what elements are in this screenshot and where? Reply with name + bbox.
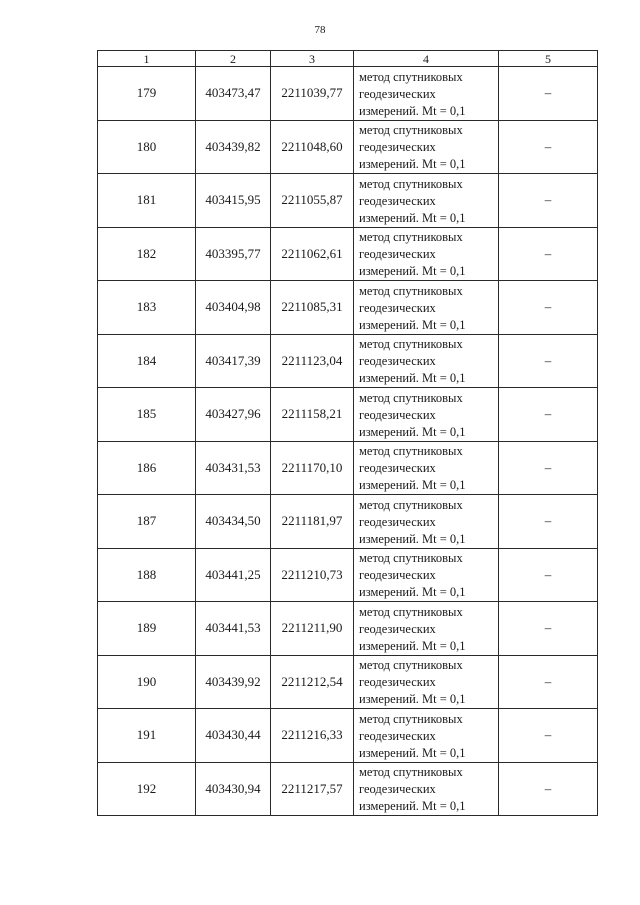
method-line: геодезических bbox=[359, 675, 436, 689]
method-line: геодезических bbox=[359, 86, 436, 101]
method-cell bbox=[354, 174, 499, 228]
method-line: измерений. Mt = 0,1 bbox=[359, 585, 466, 599]
y-coordinate-cell: 2211210,73 bbox=[271, 548, 354, 602]
method-line: геодезических bbox=[359, 354, 436, 368]
column-header-1: 1 bbox=[98, 51, 196, 67]
note-cell: – bbox=[499, 174, 598, 228]
x-coordinate-cell: 403430,94 bbox=[196, 762, 271, 816]
method-line: измерений. Mt = 0,1 bbox=[359, 745, 466, 760]
method-cell bbox=[354, 67, 499, 121]
method-line: метод спутниковых bbox=[359, 69, 463, 84]
method-cell bbox=[354, 655, 499, 709]
method-line: измерений. Mt = 0,1 bbox=[359, 103, 466, 118]
method-line: измерений. Mt = 0,1 bbox=[359, 264, 466, 278]
table-row bbox=[98, 441, 598, 495]
note-cell: – bbox=[499, 441, 598, 495]
point-number-cell: 187 bbox=[98, 495, 196, 549]
y-coordinate-cell: 2211039,77 bbox=[271, 67, 354, 121]
method-line: геодезических bbox=[359, 193, 436, 208]
method-line: метод спутниковых bbox=[359, 551, 463, 565]
method-line: геодезических bbox=[359, 568, 436, 582]
note-cell: – bbox=[499, 227, 598, 281]
method-cell bbox=[354, 602, 499, 656]
point-number-cell: 188 bbox=[98, 548, 196, 602]
x-coordinate-cell: 403439,92 bbox=[196, 655, 271, 709]
method-cell bbox=[354, 441, 499, 495]
y-coordinate-cell: 2211170,10 bbox=[271, 441, 354, 495]
note-cell: – bbox=[499, 762, 598, 816]
method-line: метод спутниковых bbox=[359, 765, 463, 779]
method-line: измерений. Mt = 0,1 bbox=[359, 638, 466, 653]
method-cell bbox=[354, 548, 499, 602]
method-line: метод спутниковых bbox=[359, 497, 463, 512]
point-number-cell: 180 bbox=[98, 120, 196, 174]
x-coordinate-cell: 403441,53 bbox=[196, 602, 271, 656]
method-line: метод спутниковых bbox=[359, 283, 463, 298]
point-number-cell: 181 bbox=[98, 174, 196, 228]
column-header-2: 2 bbox=[196, 51, 271, 67]
y-coordinate-cell: 2211181,97 bbox=[271, 495, 354, 549]
page-number: 78 bbox=[314, 24, 326, 36]
coordinates-table bbox=[97, 50, 598, 816]
column-header-3: 3 bbox=[271, 51, 354, 67]
table-row bbox=[98, 67, 598, 121]
method-line: геодезических bbox=[359, 247, 436, 261]
method-line: метод спутниковых bbox=[359, 604, 463, 619]
note-cell: – bbox=[499, 548, 598, 602]
method-line: измерений. Mt = 0,1 bbox=[359, 157, 466, 171]
method-line: геодезических bbox=[359, 140, 436, 154]
note-cell: – bbox=[499, 334, 598, 388]
table-row bbox=[98, 602, 598, 656]
table-row bbox=[98, 388, 598, 442]
table-body bbox=[98, 67, 598, 816]
table-row bbox=[98, 762, 598, 816]
x-coordinate-cell: 403404,98 bbox=[196, 281, 271, 335]
method-line: измерений. Mt = 0,1 bbox=[359, 478, 466, 492]
table-row bbox=[98, 334, 598, 388]
y-coordinate-cell: 2211211,90 bbox=[271, 602, 354, 656]
method-cell bbox=[354, 762, 499, 816]
note-cell: – bbox=[499, 281, 598, 335]
y-coordinate-cell: 2211212,54 bbox=[271, 655, 354, 709]
point-number-cell: 183 bbox=[98, 281, 196, 335]
y-coordinate-cell: 2211062,61 bbox=[271, 227, 354, 281]
column-header-4: 4 bbox=[354, 51, 499, 67]
x-coordinate-cell: 403417,39 bbox=[196, 334, 271, 388]
point-number-cell: 186 bbox=[98, 441, 196, 495]
method-line: метод спутниковых bbox=[359, 390, 463, 405]
point-number-cell: 185 bbox=[98, 388, 196, 442]
column-header-5: 5 bbox=[499, 51, 598, 67]
y-coordinate-cell: 2211055,87 bbox=[271, 174, 354, 228]
method-line: измерений. Mt = 0,1 bbox=[359, 531, 466, 546]
method-line: геодезических bbox=[359, 300, 436, 315]
note-cell: – bbox=[499, 495, 598, 549]
x-coordinate-cell: 403441,25 bbox=[196, 548, 271, 602]
method-line: измерений. Mt = 0,1 bbox=[359, 371, 466, 385]
table-row bbox=[98, 281, 598, 335]
method-line: геодезических bbox=[359, 728, 436, 743]
method-line: метод спутниковых bbox=[359, 711, 463, 726]
method-cell bbox=[354, 388, 499, 442]
x-coordinate-cell: 403415,95 bbox=[196, 174, 271, 228]
point-number-cell: 182 bbox=[98, 227, 196, 281]
table-row bbox=[98, 227, 598, 281]
note-cell: – bbox=[499, 388, 598, 442]
method-line: метод спутниковых bbox=[359, 444, 463, 458]
method-cell bbox=[354, 709, 499, 763]
table-row bbox=[98, 495, 598, 549]
method-line: метод спутниковых bbox=[359, 337, 463, 351]
x-coordinate-cell: 403430,44 bbox=[196, 709, 271, 763]
note-cell: – bbox=[499, 67, 598, 121]
x-coordinate-cell: 403431,53 bbox=[196, 441, 271, 495]
x-coordinate-cell: 403439,82 bbox=[196, 120, 271, 174]
y-coordinate-cell: 2211123,04 bbox=[271, 334, 354, 388]
method-line: геодезических bbox=[359, 621, 436, 636]
method-line: геодезических bbox=[359, 407, 436, 422]
table-row bbox=[98, 709, 598, 763]
table-header-row bbox=[98, 51, 598, 67]
y-coordinate-cell: 2211085,31 bbox=[271, 281, 354, 335]
x-coordinate-cell: 403434,50 bbox=[196, 495, 271, 549]
table-row bbox=[98, 120, 598, 174]
method-line: геодезических bbox=[359, 461, 436, 475]
point-number-cell: 191 bbox=[98, 709, 196, 763]
point-number-cell: 192 bbox=[98, 762, 196, 816]
point-number-cell: 179 bbox=[98, 67, 196, 121]
method-line: геодезических bbox=[359, 514, 436, 529]
x-coordinate-cell: 403427,96 bbox=[196, 388, 271, 442]
point-number-cell: 184 bbox=[98, 334, 196, 388]
method-line: измерений. Mt = 0,1 bbox=[359, 692, 466, 706]
method-line: метод спутниковых bbox=[359, 176, 463, 191]
note-cell: – bbox=[499, 120, 598, 174]
note-cell: – bbox=[499, 602, 598, 656]
method-cell bbox=[354, 495, 499, 549]
y-coordinate-cell: 2211048,60 bbox=[271, 120, 354, 174]
table-row bbox=[98, 174, 598, 228]
note-cell: – bbox=[499, 655, 598, 709]
x-coordinate-cell: 403473,47 bbox=[196, 67, 271, 121]
method-cell bbox=[354, 281, 499, 335]
method-line: геодезических bbox=[359, 782, 436, 796]
y-coordinate-cell: 2211217,57 bbox=[271, 762, 354, 816]
method-line: метод спутниковых bbox=[359, 230, 463, 244]
y-coordinate-cell: 2211158,21 bbox=[271, 388, 354, 442]
method-line: измерений. Mt = 0,1 bbox=[359, 210, 466, 225]
point-number-cell: 190 bbox=[98, 655, 196, 709]
table-row bbox=[98, 655, 598, 709]
point-number-cell: 189 bbox=[98, 602, 196, 656]
y-coordinate-cell: 2211216,33 bbox=[271, 709, 354, 763]
note-cell: – bbox=[499, 709, 598, 763]
x-coordinate-cell: 403395,77 bbox=[196, 227, 271, 281]
method-line: измерений. Mt = 0,1 bbox=[359, 424, 466, 439]
method-line: измерений. Mt = 0,1 bbox=[359, 799, 466, 813]
method-cell bbox=[354, 227, 499, 281]
table-row bbox=[98, 548, 598, 602]
method-cell bbox=[354, 334, 499, 388]
method-cell bbox=[354, 120, 499, 174]
method-line: метод спутниковых bbox=[359, 123, 463, 137]
method-line: измерений. Mt = 0,1 bbox=[359, 317, 466, 332]
method-line: метод спутниковых bbox=[359, 658, 463, 672]
